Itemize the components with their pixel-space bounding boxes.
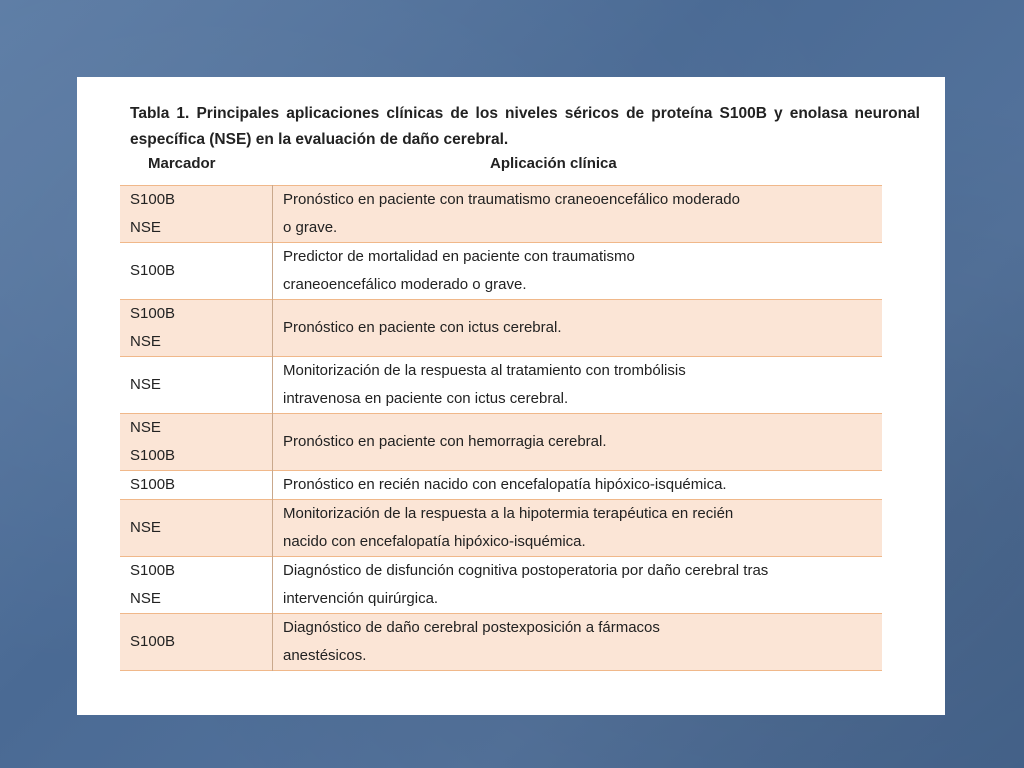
marker-cell: [120, 186, 273, 243]
table-row: [120, 471, 882, 500]
application-text: Predictor de mortalidad en paciente con traumatismo: [283, 248, 635, 265]
application-text: Pronóstico en paciente con ictus cerebral.: [283, 319, 562, 336]
application-text: Diagnóstico de daño cerebral postexposición a fármacos: [283, 619, 660, 636]
table-row: [120, 300, 882, 357]
table-row: [120, 500, 882, 557]
table-title: Tabla 1. Principales aplicaciones clínicas de los niveles séricos de proteína S100B y enolasa neuronal específica (NSE) en la evaluación de daño cerebral.: [130, 105, 920, 148]
application-cell: [273, 500, 883, 557]
marker-name: NSE: [130, 376, 161, 393]
application-cell: [273, 557, 883, 614]
application-text: Pronóstico en paciente con traumatismo craneoencefálico moderado: [283, 191, 740, 208]
marker-name: S100B: [130, 447, 176, 464]
marker-cell: [120, 614, 273, 671]
application-cell: [273, 243, 883, 300]
table-row: [120, 414, 882, 471]
application-cell: [273, 614, 883, 671]
slide-content: [77, 77, 945, 715]
table-row: [120, 614, 882, 671]
application-text: nacido con encefalopatía hipóxico-isquémica.: [283, 533, 586, 550]
marker-cell: [120, 500, 273, 557]
marker-name: S100B: [130, 562, 176, 579]
marker-cell: [120, 471, 273, 500]
marker-name: S100B: [130, 305, 176, 322]
application-cell: [273, 471, 883, 500]
table-row: [120, 186, 882, 243]
marker-cell: [120, 357, 273, 414]
marker-name: NSE: [130, 219, 161, 236]
marker-name: S100B: [130, 262, 176, 279]
marker-cell: [120, 414, 273, 471]
application-text: Monitorización de la respuesta a la hipotermia terapéutica en recién: [283, 505, 734, 522]
application-text: o grave.: [283, 219, 338, 236]
header-marker: Marcador: [148, 155, 216, 172]
application-text: Pronóstico en paciente con hemorragia cerebral.: [283, 433, 607, 450]
table-body: [120, 186, 882, 671]
table-row: [120, 357, 882, 414]
marker-cell: [120, 300, 273, 357]
header-application: Aplicación clínica: [490, 155, 617, 172]
application-cell: [273, 300, 883, 357]
marker-name: NSE: [130, 590, 161, 607]
application-cell: [273, 357, 883, 414]
application-text: anestésicos.: [283, 647, 367, 664]
application-text: Pronóstico en recién nacido con encefalopatía hipóxico-isquémica.: [283, 476, 727, 493]
table-row: [120, 557, 882, 614]
marker-cell: [120, 557, 273, 614]
marker-name: NSE: [130, 519, 161, 536]
marker-name: S100B: [130, 191, 176, 208]
marker-name: NSE: [130, 419, 161, 436]
table-row: [120, 243, 882, 300]
marker-table: [120, 185, 882, 671]
table-header: [120, 153, 882, 175]
marker-name: S100B: [130, 476, 176, 493]
marker-name: S100B: [130, 633, 176, 650]
application-cell: [273, 414, 883, 471]
application-text: intervención quirúrgica.: [283, 590, 439, 607]
application-text: intravenosa en paciente con ictus cerebral.: [283, 390, 569, 407]
marker-name: NSE: [130, 333, 161, 350]
application-text: Diagnóstico de disfunción cognitiva postoperatoria por daño cerebral tras: [283, 562, 769, 579]
application-cell: [273, 186, 883, 243]
application-text: craneoencefálico moderado o grave.: [283, 276, 527, 293]
marker-cell: [120, 243, 273, 300]
application-text: Monitorización de la respuesta al tratamiento con trombólisis: [283, 362, 686, 379]
